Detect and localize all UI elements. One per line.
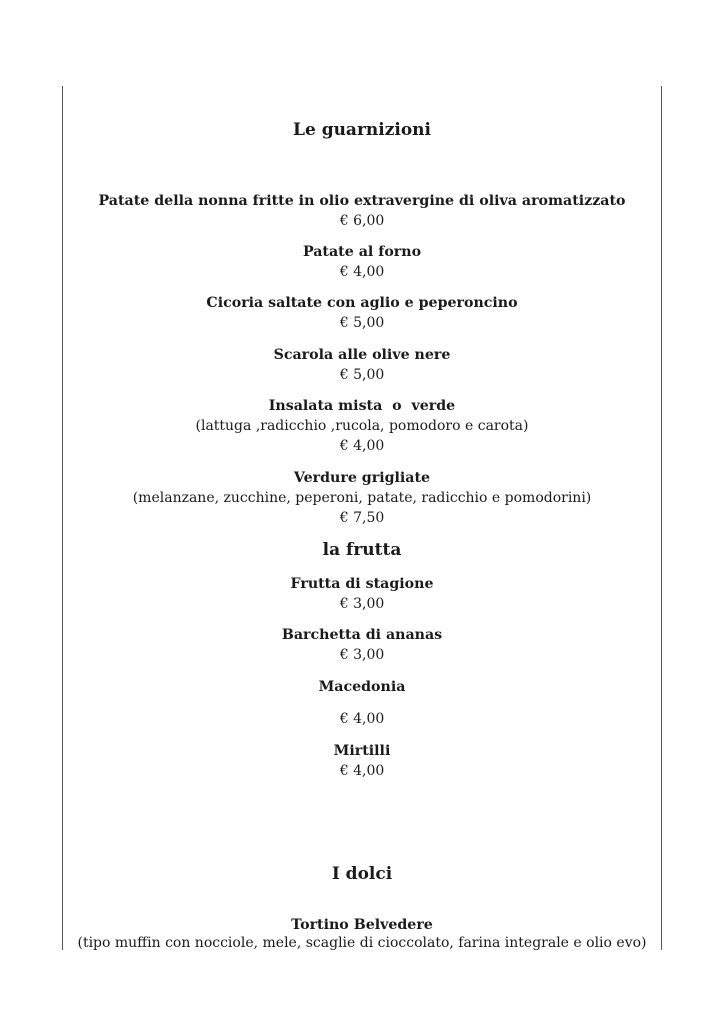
item-price: € 4,00 bbox=[339, 711, 385, 727]
item-name: Patate al forno bbox=[302, 244, 422, 260]
section-title-guarnizioni: Le guarnizioni bbox=[293, 120, 431, 140]
section-title-frutta: la frutta bbox=[322, 540, 402, 560]
item-name: Cicoria saltate con aglio e peperoncino bbox=[206, 295, 518, 311]
menu-item bbox=[70, 191, 654, 231]
menu-item bbox=[70, 915, 654, 935]
menu-item bbox=[70, 242, 654, 282]
menu-item bbox=[70, 396, 654, 456]
item-name: Patate della nonna fritte in olio extravergine di oliva aromatizzato bbox=[98, 193, 626, 209]
item-name: Macedonia bbox=[318, 679, 406, 695]
item-price: € 3,00 bbox=[339, 647, 385, 663]
item-name: Barchetta di ananas bbox=[281, 627, 443, 643]
item-name: Insalata mista o verde bbox=[268, 398, 456, 414]
item-name: Mirtilli bbox=[333, 743, 391, 759]
menu-item bbox=[70, 345, 654, 385]
right-border-line bbox=[661, 86, 662, 950]
item-description: (lattuga ,radicchio ,rucola, pomodoro e carota) bbox=[195, 418, 529, 434]
item-name: Verdure grigliate bbox=[293, 470, 431, 486]
item-name: Scarola alle olive nere bbox=[273, 347, 451, 363]
item-price: € 4,00 bbox=[339, 264, 385, 280]
menu-item bbox=[70, 625, 654, 665]
item-price: € 4,00 bbox=[339, 763, 385, 779]
item-price: € 6,00 bbox=[339, 213, 385, 229]
item-price: € 5,00 bbox=[339, 367, 385, 383]
item-name: Frutta di stagione bbox=[290, 576, 434, 592]
menu-item bbox=[70, 741, 654, 781]
item-price: € 7,50 bbox=[339, 510, 385, 526]
item-description: (tipo muffin con nocciole, mele, scaglie di cioccolato, farina integrale e olio evo) bbox=[77, 935, 647, 951]
left-border-line bbox=[62, 86, 63, 950]
item-price: € 5,00 bbox=[339, 315, 385, 331]
menu-item bbox=[70, 293, 654, 333]
item-price: € 4,00 bbox=[339, 438, 385, 454]
item-description: (melanzane, zucchine, peperoni, patate, radicchio e pomodorini) bbox=[132, 490, 592, 506]
menu-item bbox=[70, 574, 654, 614]
item-name: Tortino Belvedere bbox=[291, 917, 433, 933]
menu-item bbox=[70, 468, 654, 528]
section-title-dolci: I dolci bbox=[331, 864, 393, 884]
item-price: € 3,00 bbox=[339, 596, 385, 612]
menu-item bbox=[70, 677, 654, 729]
